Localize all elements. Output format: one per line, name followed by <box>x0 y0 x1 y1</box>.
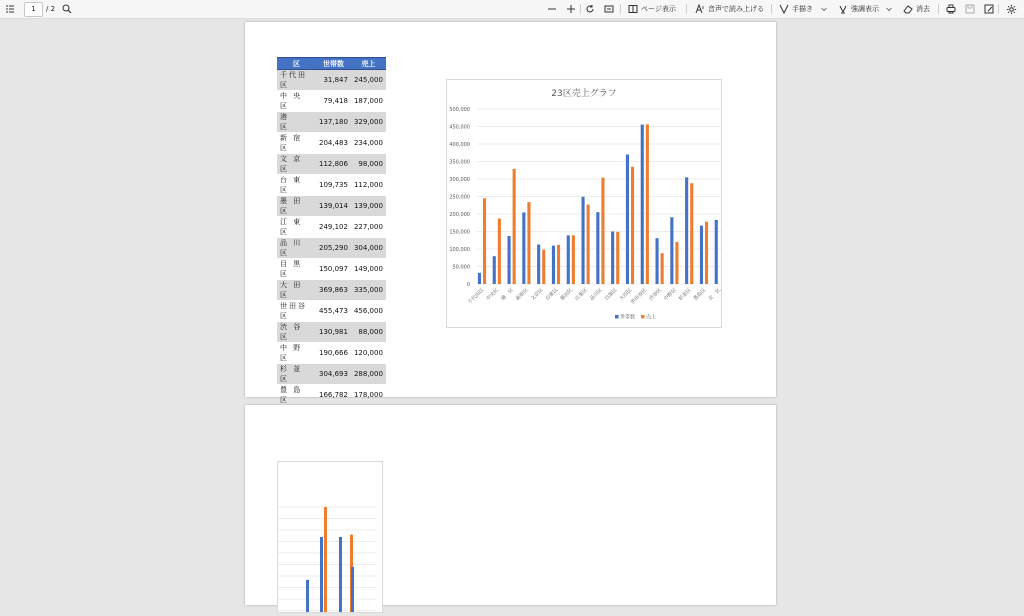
sales-cell: 149,000 <box>351 259 386 280</box>
ward-cell: 豊 島 区 <box>277 385 316 406</box>
households-cell: 204,483 <box>316 133 351 154</box>
settings-gear-icon[interactable] <box>1006 0 1017 18</box>
bar-households <box>567 235 570 284</box>
x-tick-label: 豊島区 <box>692 287 708 303</box>
page-view-icon <box>628 4 638 14</box>
table-row <box>277 91 386 112</box>
read-aloud-label: 音声で読み上げる <box>708 5 764 13</box>
households-cell: 79,418 <box>316 91 351 112</box>
ward-cell: 目 黒 区 <box>277 259 316 280</box>
table-row <box>277 280 386 301</box>
pdf-page-2 <box>245 405 776 605</box>
erase-label: 消去 <box>916 5 930 13</box>
table-row <box>277 238 386 259</box>
bar-sales <box>705 222 708 284</box>
ward-cell: 新 宿 区 <box>277 133 316 154</box>
y-tick-label: 150,000 <box>449 229 470 236</box>
households-cell: 150,097 <box>316 259 351 280</box>
table-header-row <box>277 58 386 70</box>
sales-chart <box>447 80 721 327</box>
households-cell: 139,014 <box>316 196 351 217</box>
bar-households <box>552 246 555 284</box>
legend-label-households: 世帯数 <box>620 314 636 321</box>
sales-cell: 120,000 <box>351 343 386 364</box>
bar-sales <box>527 202 530 284</box>
table-row <box>277 259 386 280</box>
page-view-button[interactable] <box>628 0 676 18</box>
bar-sales <box>324 507 327 612</box>
households-cell: 31,847 <box>316 70 351 91</box>
bar-households <box>508 236 511 284</box>
x-tick-label: 港 区 <box>500 287 516 303</box>
bar-households <box>656 238 659 284</box>
sales-cell: 456,000 <box>351 301 386 322</box>
y-tick-label: 350,000 <box>449 159 470 166</box>
sales-cell: 139,000 <box>351 196 386 217</box>
bar-sales <box>542 250 545 284</box>
bar-sales <box>601 178 604 284</box>
draw-chevron-down-icon[interactable] <box>820 0 828 18</box>
header-ward: 区 <box>277 58 316 70</box>
sales-cell: 98,000 <box>351 154 386 175</box>
sales-cell: 178,000 <box>351 385 386 406</box>
sales-cell: 88,000 <box>351 322 386 343</box>
zoom-out-icon[interactable] <box>547 0 557 18</box>
bar-households <box>493 256 496 284</box>
bar-sales <box>572 235 575 284</box>
y-tick-label: 450,000 <box>449 124 470 131</box>
legend <box>615 314 656 321</box>
x-tick-label: 江東区 <box>574 287 590 303</box>
y-tick-label: 100,000 <box>449 246 470 253</box>
highlight-chevron-down-icon[interactable] <box>885 0 893 18</box>
bar-households <box>537 245 540 284</box>
bar-households <box>611 231 614 284</box>
ward-cell: 大 田 区 <box>277 280 316 301</box>
sales-cell: 112,000 <box>351 175 386 196</box>
households-cell: 190,666 <box>316 343 351 364</box>
ward-cell: 千代田区 <box>277 70 316 91</box>
x-tick-label: 中野区 <box>662 287 678 303</box>
sales-cell: 288,000 <box>351 364 386 385</box>
ward-cell: 墨 田 区 <box>277 196 316 217</box>
table-row <box>277 70 386 91</box>
households-cell: 455,473 <box>316 301 351 322</box>
erase-button[interactable] <box>903 0 930 18</box>
bar-households <box>351 567 354 612</box>
page-total: / 2 <box>46 5 56 13</box>
bar-sales <box>631 167 634 284</box>
bar-households <box>685 177 688 284</box>
bar-households <box>670 217 673 284</box>
x-tick-label: 文京区 <box>529 287 545 303</box>
x-tick-label: 目黒区 <box>603 287 619 303</box>
bar-households <box>641 125 644 284</box>
households-cell: 112,806 <box>316 154 351 175</box>
sales-cell: 304,000 <box>351 238 386 259</box>
save-icon[interactable] <box>965 0 975 18</box>
ward-cell: 渋 谷 区 <box>277 322 316 343</box>
bar-sales <box>483 198 486 284</box>
y-tick-label: 300,000 <box>449 176 470 183</box>
fit-page-icon[interactable] <box>604 0 614 18</box>
sales-cell: 227,000 <box>351 217 386 238</box>
table-row <box>277 343 386 364</box>
table-row <box>277 175 386 196</box>
bar-households <box>478 273 481 284</box>
y-tick-label: 500,000 <box>449 106 470 113</box>
sales-chart-partial <box>278 462 382 612</box>
table-row <box>277 301 386 322</box>
sales-cell: 245,000 <box>351 70 386 91</box>
ward-cell: 杉 並 区 <box>277 364 316 385</box>
ward-cell: 文 京 区 <box>277 154 316 175</box>
table-row <box>277 217 386 238</box>
x-tick-label: 千代田区 <box>467 287 486 306</box>
y-tick-label: 400,000 <box>449 141 470 148</box>
pdf-page-1 <box>245 22 776 404</box>
header-sales: 売上 <box>351 58 386 70</box>
x-tick-label: 中央区 <box>485 287 501 303</box>
bar-households <box>339 537 342 612</box>
chart-area[interactable] <box>446 79 722 328</box>
chart-area-2[interactable] <box>277 461 383 613</box>
table-row <box>277 154 386 175</box>
table-row <box>277 196 386 217</box>
highlighter-icon <box>838 4 848 14</box>
bar-households <box>582 197 585 284</box>
sales-cell: 335,000 <box>351 280 386 301</box>
print-icon[interactable] <box>946 0 956 18</box>
ward-cell: 江 東 区 <box>277 217 316 238</box>
households-cell: 249,102 <box>316 217 351 238</box>
x-tick-label: 品川区 <box>588 287 604 303</box>
sales-cell: 187,000 <box>351 91 386 112</box>
pen-icon <box>779 4 789 14</box>
ward-cell: 中 央 区 <box>277 91 316 112</box>
highlight-label: 強調表示 <box>851 5 879 13</box>
bar-sales <box>557 245 560 284</box>
table-row <box>277 112 386 133</box>
legend-swatch-sales <box>641 315 645 319</box>
x-tick-label: 渋谷区 <box>648 287 664 303</box>
eraser-icon <box>903 4 913 14</box>
ward-cell: 中 野 区 <box>277 343 316 364</box>
bar-sales <box>675 242 678 284</box>
sales-cell: 234,000 <box>351 133 386 154</box>
x-tick-label: 大田区 <box>618 287 634 303</box>
contents-icon[interactable] <box>5 0 15 18</box>
legend-label-sales: 売上 <box>646 314 657 321</box>
bar-households <box>626 155 629 284</box>
read-aloud-button[interactable] <box>695 0 764 18</box>
households-cell: 304,693 <box>316 364 351 385</box>
draw-button[interactable] <box>779 0 813 18</box>
bar-households <box>522 212 525 284</box>
bar-sales <box>690 183 693 284</box>
x-tick-label: 台東区 <box>544 287 560 303</box>
households-cell: 109,735 <box>316 175 351 196</box>
rotate-icon[interactable] <box>585 0 595 18</box>
bar-households <box>700 226 703 284</box>
chart-title: 23区売上グラフ <box>551 89 617 99</box>
bar-sales <box>587 205 590 284</box>
read-aloud-icon <box>695 4 705 14</box>
table-row <box>277 133 386 154</box>
bar-sales <box>616 232 619 284</box>
bar-households <box>596 212 599 284</box>
ward-cell: 世田谷区 <box>277 301 316 322</box>
y-tick-label: 50,000 <box>452 264 470 271</box>
highlight-button[interactable] <box>838 0 879 18</box>
search-icon[interactable] <box>62 0 72 18</box>
draw-label: 手描き <box>792 5 813 13</box>
y-tick-label: 0 <box>466 281 470 288</box>
zoom-in-icon[interactable] <box>566 0 576 18</box>
households-cell: 166,782 <box>316 385 351 406</box>
bar-sales <box>661 253 664 284</box>
sales-cell: 329,000 <box>351 112 386 133</box>
header-households: 世帯数 <box>316 58 351 70</box>
save-as-icon[interactable] <box>984 0 994 18</box>
bar-households <box>715 220 718 284</box>
x-tick-label: 新宿区 <box>514 287 530 303</box>
households-cell: 130,981 <box>316 322 351 343</box>
x-tick-label: 墨田区 <box>559 287 575 303</box>
ward-cell: 港 区 <box>277 112 316 133</box>
legend-swatch-households <box>615 315 619 319</box>
bar-sales <box>646 124 649 284</box>
households-cell: 369,863 <box>316 280 351 301</box>
page-number-input[interactable]: 1 <box>24 2 43 17</box>
table-row <box>277 322 386 343</box>
ward-cell: 台 東 区 <box>277 175 316 196</box>
y-tick-label: 250,000 <box>449 194 470 201</box>
y-tick-label: 200,000 <box>449 211 470 218</box>
table-row <box>277 385 386 406</box>
pdf-toolbar <box>0 0 1024 19</box>
bar-sales <box>498 219 501 284</box>
page-view-label: ページ表示 <box>641 5 676 13</box>
x-tick-label: 杉並区 <box>677 287 693 303</box>
bar-sales <box>513 169 516 284</box>
ward-cell: 品 川 区 <box>277 238 316 259</box>
table-row <box>277 364 386 385</box>
x-tick-label: 世田谷区 <box>629 287 649 306</box>
x-tick-label: 北 区 <box>707 287 721 303</box>
households-cell: 205,290 <box>316 238 351 259</box>
households-cell: 137,180 <box>316 112 351 133</box>
bar-households <box>320 537 323 612</box>
